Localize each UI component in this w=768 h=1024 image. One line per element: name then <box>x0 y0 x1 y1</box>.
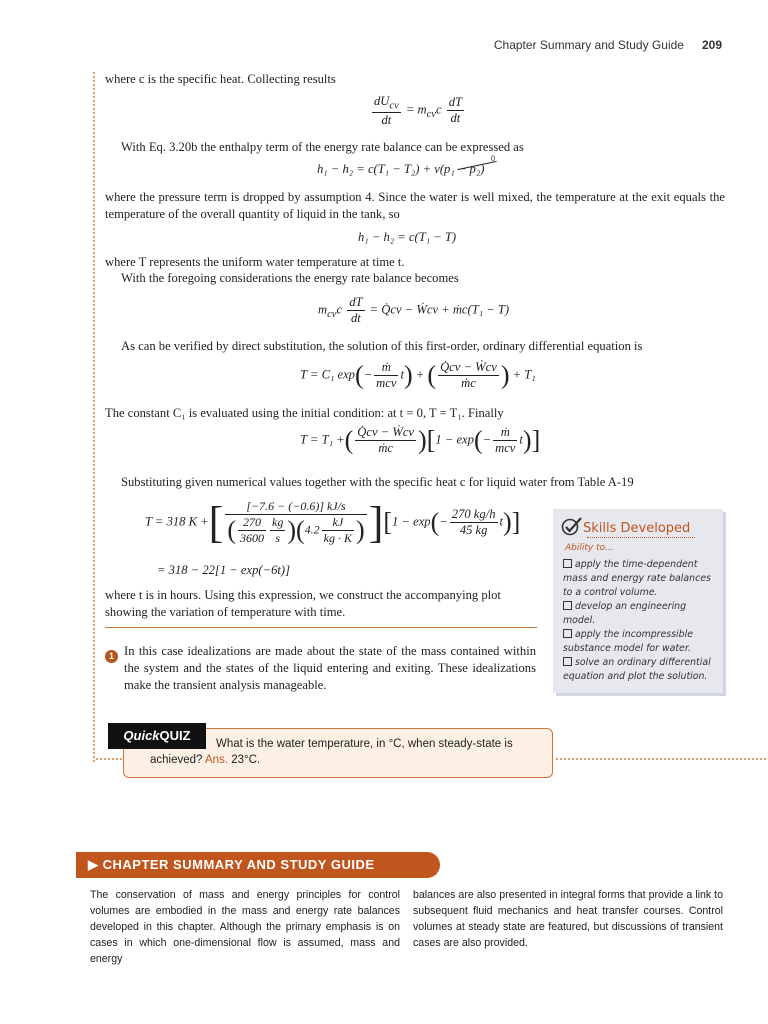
equation-5: T = C₁ exp(− $\frac{\text{ṁ}}{\text{mcv}}$ t) + ( $\frac{\text{Q̇cv − Ẇcv}}{\text{ṁc}}$ ) + T₁ <box>300 360 536 390</box>
note-number-badge: 1 <box>105 650 118 663</box>
checkbox-icon <box>563 657 572 666</box>
paragraph-4b: With the foregoing considerations the energy rate balance becomes <box>121 271 459 285</box>
skills-title-underline <box>587 537 695 538</box>
skills-item: solve an ordinary differential equation and plot the solution. <box>563 657 711 682</box>
paragraph-1: where c is the specific heat. Collecting results <box>105 72 336 86</box>
skills-list <box>563 558 719 684</box>
paragraph-6: The constant C₁ is evaluated using the initial condition: at t = 0, T = T₁. Finally <box>105 406 504 420</box>
skills-item: develop an engineering model. <box>563 601 687 626</box>
margin-dotted-line <box>93 72 95 762</box>
checkbox-icon <box>563 629 572 638</box>
equation-2-zero: 0 <box>491 154 495 163</box>
equation-4: $m_{cv}c$ $\frac{dT}{dt}$ = Q̇cv − Ẇcv + ṁc(T₁ − T) <box>318 295 510 325</box>
summary-column-right: balances are also presented in integral forms that provide a link to subsequent fluid mechanics and heat transfer courses. Control volumes at steady state are featured, but discussions of transient cases are also provided. <box>413 889 723 949</box>
checkmark-circle-icon <box>561 516 583 536</box>
equation-8: = 318 − 22[1 − exp(−6t)] <box>157 563 290 577</box>
skills-title: Skills Developed <box>583 521 691 536</box>
checkbox-icon <box>563 601 572 610</box>
skills-item: apply the incompressible substance model for water. <box>563 629 693 654</box>
paragraph-7: Substituting given numerical values together with the specific heat c for liquid water from Table A-19 <box>121 475 634 489</box>
paragraph-4a: where T represents the uniform water temperature at time t. <box>105 255 405 269</box>
note-text: In this case idealizations are made about the state of the mass contained within the system and the states of the liquid entering and exiting. These idealizations make the transient analysis manageable. <box>124 644 536 692</box>
quick-quiz-badge: QuickQUIZ <box>108 723 206 749</box>
skills-item: apply the time-dependent mass and energy rate balances to a control volume. <box>563 559 711 598</box>
note-marker <box>105 646 118 664</box>
equation-6: T = T₁ +( $\frac{\text{Q̇cv − Ẇcv}}{\text{ṁc}}$ )[1 − exp(− $\frac{\text{ṁ}}{\text{mcv}}$ t)] <box>300 425 541 455</box>
skills-header <box>561 516 690 537</box>
running-header <box>494 38 722 52</box>
skills-subtitle: Ability to... <box>565 543 614 553</box>
equation-1: $\frac{dU_{cv}}{dt}$ = $m_{cv}c$ $\frac{dT}{dt}$ <box>374 94 463 127</box>
quiz-answer-label: Ans. <box>205 754 229 766</box>
equation-2: h₁ − h₂ = c(T₁ − T₂) + v(p₁ − p₂) 0 <box>317 154 495 176</box>
quiz-answer-line: achieved? Ans. 23°C. <box>150 754 261 766</box>
checkbox-icon <box>563 559 572 568</box>
paragraph-3: where the pressure term is dropped by assumption 4. Since the water is well mixed, the temperature at the exit equals the temperature of the overall quantity of liquid in the tank, so <box>105 190 725 221</box>
quiz-question: What is the water temperature, in °C, when steady-state is <box>216 738 513 750</box>
page-number: 209 <box>701 38 722 52</box>
quiz-answer-value: 23°C. <box>231 754 261 766</box>
summary-column-left: The conservation of mass and energy principles for control volumes are embodied in the mass and energy rate balances developed in this chapter. Although the primary emphasis is on cases in which one-dimensional flow is assumed, mass and energy <box>90 889 400 965</box>
paragraph-8: where t is in hours. Using this expression, we construct the accompanying plot showing the variation of temperature with time. <box>105 588 501 619</box>
quiz-dotted-line-right <box>556 758 766 760</box>
note-divider <box>105 627 537 628</box>
chapter-summary-banner: ▶ CHAPTER SUMMARY AND STUDY GUIDE <box>76 852 440 878</box>
paragraph-5: As can be verified by direct substitution, the solution of this first-order, ordinary differential equation is <box>121 339 643 353</box>
chapter-title: Chapter Summary and Study Guide <box>493 38 684 52</box>
equation-7: T = 318 K +[ [−7.6 − (−0.6)] kJ/s ( $\frac{270}{3600}$ $\frac{kg}{s}$ )(4.2 $\frac{kJ}{kg \cdot K}$ ) ][1 − exp(− $\frac{270 kg/h}{45 kg}$ t)] <box>145 498 521 547</box>
paragraph-2: With Eq. 3.20b the enthalpy term of the energy rate balance can be expressed as <box>121 140 524 154</box>
skills-developed-box <box>553 509 723 693</box>
equation-3: h₁ − h₂ = c(T₁ − T) <box>358 230 457 244</box>
quiz-dotted-line-left <box>96 758 122 760</box>
